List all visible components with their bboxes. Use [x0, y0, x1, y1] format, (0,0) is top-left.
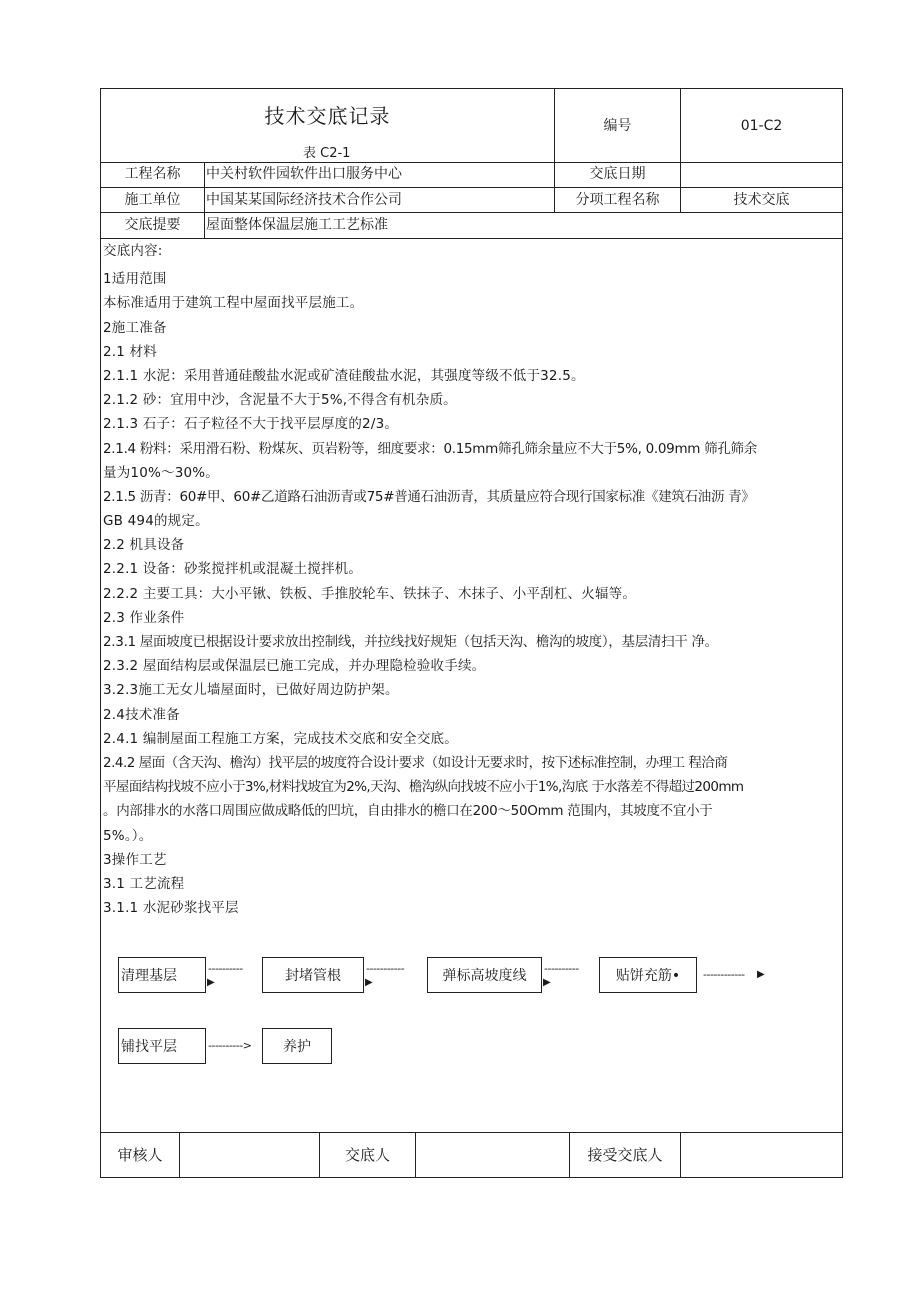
content-line: 2.2 机具设备 [103, 537, 185, 553]
content-line: 2.1 材料 [103, 344, 157, 360]
footer-col-3 [415, 1132, 416, 1178]
flow-connector-2: ----------- [366, 962, 405, 975]
footer-col-1 [179, 1132, 180, 1178]
col-line-label [204, 162, 205, 238]
arrow-head-icon: ▶ [543, 977, 551, 988]
table-border-top [100, 88, 843, 89]
construction-unit-value: 中国某某国际经济技术合作公司 [206, 192, 402, 208]
subproject-name-value: 技术交底 [733, 192, 790, 208]
flow-connector-3: ---------- [544, 962, 579, 975]
content-line: 2.1.2 砂：宜用中沙，含泥量不大于5%,不得含有机杂质。 [103, 392, 457, 408]
table-border-bottom [100, 1177, 843, 1178]
flow-connector-1: ---------- [208, 962, 243, 975]
flow-step-seal-pipe-root: 封堵管根 [262, 957, 364, 993]
code-label: 编号 [603, 118, 632, 134]
content-line: 3.1.1 水泥砂浆找平层 [103, 900, 239, 916]
content-line: 2.2.1 设备：砂浆搅拌机或混凝土搅拌机。 [103, 561, 363, 577]
table-border-right [842, 88, 843, 1178]
content-line: 2.1.5 沥青：60#甲、60#乙道路石油沥青或75#普通石油沥青，其质量应符合现行国家标准《建筑石油沥 青》 [103, 489, 755, 505]
content-line: 平屋面结构找坡不应小于3%,材料找坡宜为2%,天沟、檐沟纵向找坡不应小于1%,沟底 于水落差不得超过200mm [103, 779, 744, 795]
flow-step-mark-screed: 贴饼充筋• [599, 957, 697, 993]
content-line: 2施工准备 [103, 320, 167, 336]
flow-connector-5: ----------> [208, 1039, 252, 1052]
project-name-value: 中关村软件园软件出口服务中心 [206, 166, 402, 182]
project-name-label: 工程名称 [124, 166, 181, 182]
content-line: 2.2.2 主要工具：大小平锹、铁板、手推胶轮车、铁抹子、木抹子、小平刮杠、火辐等。 [103, 586, 637, 602]
presenter-label: 交底人 [344, 1146, 390, 1164]
content-line: 5%。）。 [103, 828, 153, 844]
arrow-head-icon: ▶ [365, 977, 373, 988]
document-title: 技术交底记录 [264, 104, 391, 128]
footer-col-5 [680, 1132, 681, 1178]
content-line: 2.3.2 屋面结构层或保温层已施工完成，并办理隐检验收手续。 [103, 658, 486, 674]
flow-step-clean-base: 清理基层 [118, 957, 206, 993]
content-line: 2.1.3 石子：石子粒径不大于找平层厚度的2/3。 [103, 416, 399, 432]
content-line: 本标准适用于建筑工程中屋面找平层施工。 [103, 295, 364, 311]
content-line: GB 494的规定。 [103, 513, 209, 529]
flow-connector-4: ------------ [703, 968, 745, 981]
content-line: 2.4技术准备 [103, 707, 180, 723]
content-line: 2.1.4 粉料：采用滑石粉、粉煤灰、页岩粉等，细度要求：0.15mm筛孔筛余量应不大于5%, 0.09mm 筛孔筛余 [103, 441, 757, 457]
flow-step-snap-elevation-line: 弹标高坡度线 [427, 957, 542, 993]
content-line: 3.1 工艺流程 [103, 876, 185, 892]
subproject-name-label: 分项工程名称 [575, 192, 660, 208]
construction-unit-label: 施工单位 [124, 192, 181, 208]
content-line: 。内部排水的水落口周围应做成略低的凹坑，自由排水的檐口在200～50Omm 范围内，其坡度不宜小于 [103, 803, 713, 819]
summary-label: 交底提要 [124, 217, 181, 233]
code-value: 01-C2 [740, 118, 783, 134]
content-line: 2.4.1 编制屋面工程施工方案，完成技术交底和安全交底。 [103, 731, 458, 747]
form-number: 表 C2-1 [303, 146, 351, 161]
flow-step-lay-leveling: 铺找平层 [118, 1028, 206, 1064]
flow-step-curing: 养护 [262, 1028, 332, 1064]
content-line: 1适用范围 [103, 271, 167, 287]
row-line-5 [100, 1132, 843, 1133]
content-line: 交底内容: [103, 243, 163, 259]
receiver-label: 接受交底人 [587, 1146, 663, 1164]
content-line: 3操作工艺 [103, 852, 167, 868]
table-border-left [100, 88, 101, 1178]
reviewer-label: 审核人 [117, 1146, 163, 1164]
handover-date-label: 交底日期 [589, 166, 646, 182]
row-line-4 [100, 238, 843, 239]
content-line: 2.3 作业条件 [103, 610, 185, 626]
content-line: 2.3.1 屋面坡度已根据设计要求放出控制线，并拉线找好规矩（包括天沟、檐沟的坡度），基层清扫干 净。 [103, 634, 718, 650]
content-line: 2.4.2 屋面（含天沟、檐沟）找平层的坡度符合设计要求（如设计无要求时，按下述标准控制，办理工 程洽商 [103, 755, 728, 771]
arrow-head-icon: ▶ [207, 977, 215, 988]
row-line-2 [100, 187, 843, 188]
row-line-1 [100, 162, 843, 163]
row-line-3 [100, 212, 843, 213]
summary-value: 屋面整体保温层施工工艺标准 [206, 217, 388, 233]
content-line: 量为10%～30%。 [103, 465, 220, 481]
content-line: 2.1.1 水泥：采用普通硅酸盐水泥或矿渣硅酸盐水泥，其强度等级不低于32.5。 [103, 368, 585, 384]
content-line: 3.2.3施工无女儿墙屋面时，已做好周边防护架。 [103, 682, 399, 698]
arrow-head-icon: ▶ [757, 969, 765, 980]
